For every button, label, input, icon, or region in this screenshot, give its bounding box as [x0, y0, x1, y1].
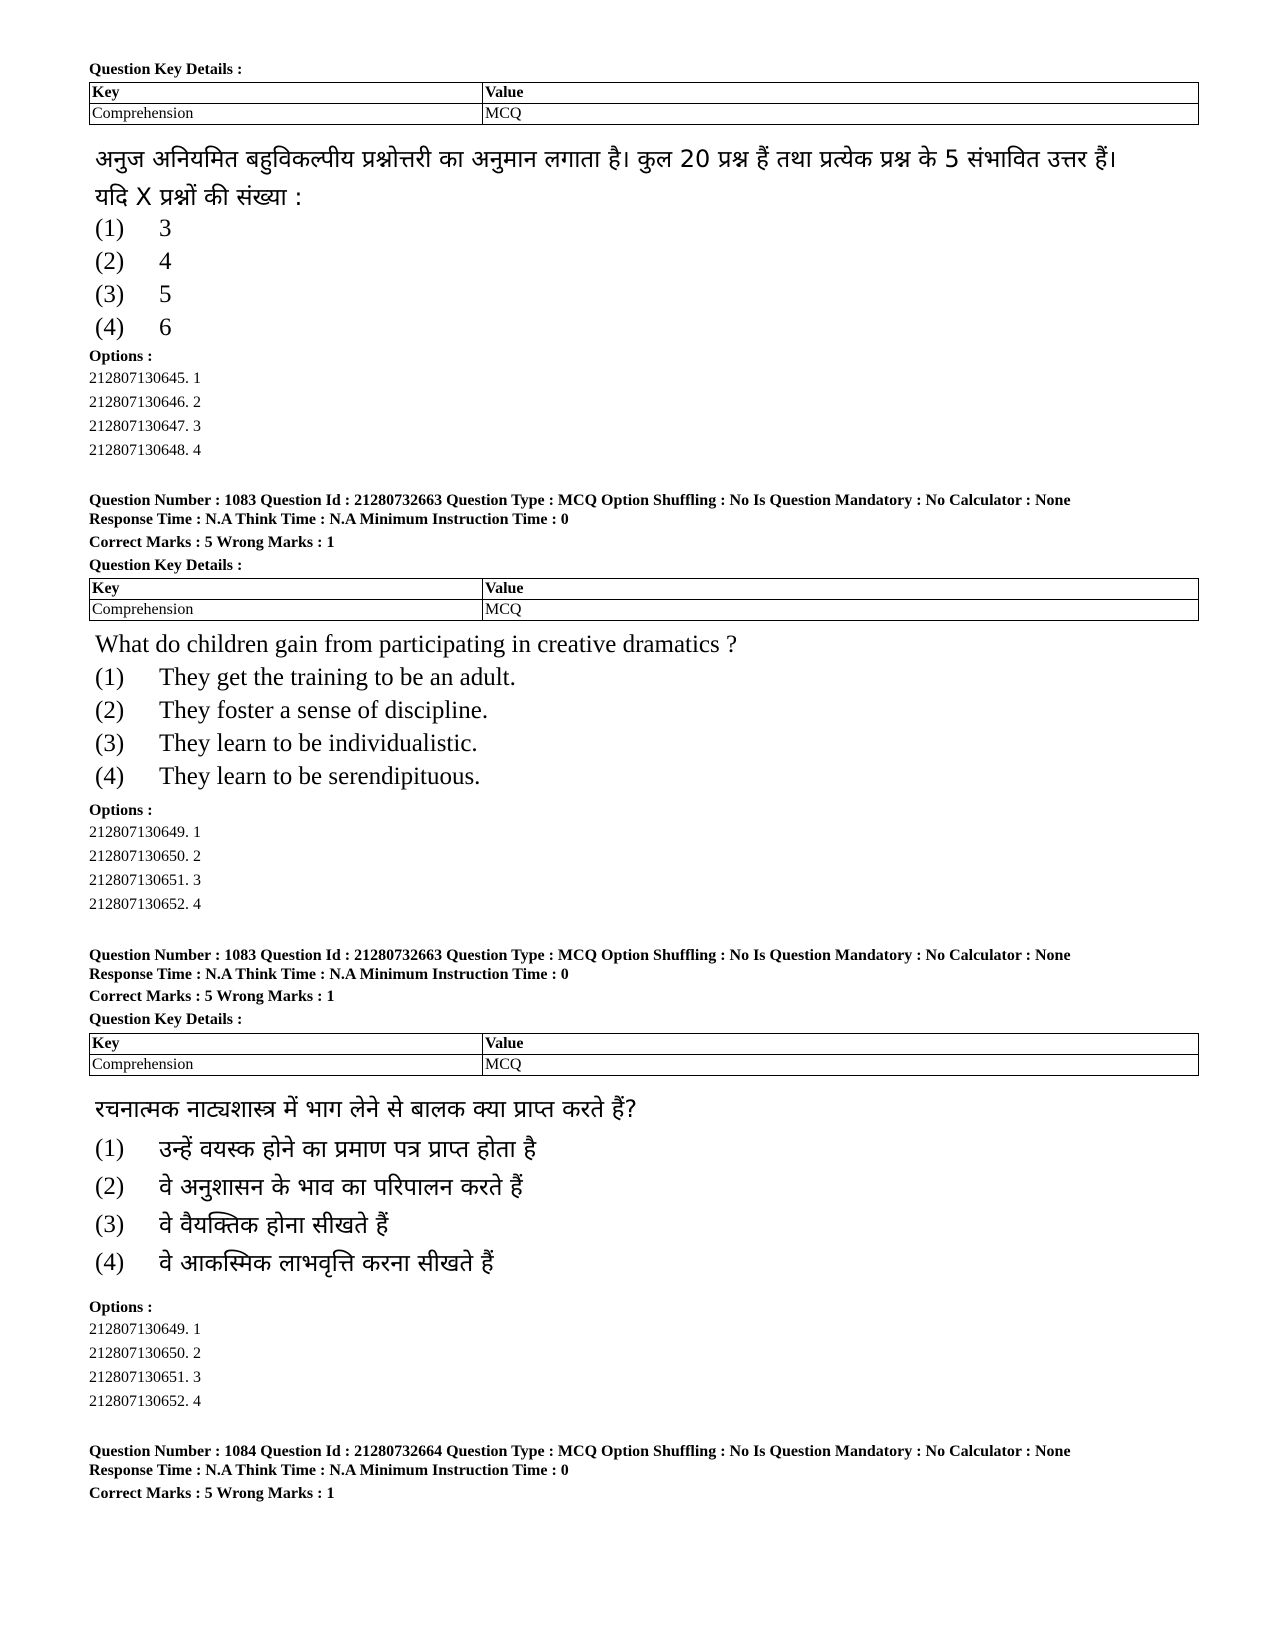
marks-line: Correct Marks : 5 Wrong Marks : 1	[89, 988, 335, 1005]
question-meta-line: Response Time : N.A Think Time : N.A Minimum Instruction Time : 0	[89, 511, 569, 528]
question-meta	[89, 946, 1199, 984]
key-table-header-row	[90, 579, 1199, 600]
stem-line: अनुज अनियमित बहुविकल्पीय प्रश्नोत्तरी का अनुमान लगाता है। कुल 20 प्रश्न हैं तथा प्रत्येक प्रश्न के 5 संभावित उत्तर हैं।	[95, 145, 1117, 173]
choice-number: (3)	[95, 281, 125, 308]
choice-item	[95, 1168, 1205, 1206]
choice-list	[95, 661, 1205, 793]
choice-number: (4)	[95, 314, 125, 341]
question-meta-line: Response Time : N.A Think Time : N.A Minimum Instruction Time : 0	[89, 966, 569, 983]
question-stem	[95, 628, 1205, 661]
stem-line: What do children gain from participating in creative dramatics ?	[95, 631, 738, 658]
choice-text: They get the training to be an adult.	[159, 664, 516, 691]
option-id: 212807130645. 1	[89, 370, 201, 387]
value-header: Value	[483, 579, 1199, 600]
choice-item	[95, 278, 1205, 311]
question-stem	[95, 140, 1205, 216]
choice-number: (2)	[95, 1173, 125, 1200]
choice-item	[95, 760, 1205, 793]
option-id-list	[89, 1318, 1199, 1414]
choice-item	[95, 311, 1205, 344]
key-header: Key	[90, 1034, 483, 1055]
key-table	[89, 1033, 1199, 1076]
key-table-row	[90, 600, 1199, 621]
marks-line: Correct Marks : 5 Wrong Marks : 1	[89, 534, 335, 551]
options-label: Options :	[89, 348, 153, 365]
key-table-row	[90, 1055, 1199, 1076]
marks-line: Correct Marks : 5 Wrong Marks : 1	[89, 1485, 335, 1502]
key-cell: Comprehension	[90, 1055, 483, 1076]
question-meta-line: Question Number : 1083 Question Id : 21280732663 Question Type : MCQ Option Shuffling : No Is Question Mandatory : No Calculator : None	[89, 492, 1071, 509]
key-header: Key	[90, 579, 483, 600]
choice-item	[95, 661, 1205, 694]
stem-line: रचनात्मक नाट्यशास्त्र में भाग लेने से बालक क्या प्राप्त करते हैं?	[95, 1095, 638, 1123]
question-meta-line: Response Time : N.A Think Time : N.A Minimum Instruction Time : 0	[89, 1462, 569, 1479]
value-cell: MCQ	[483, 600, 1199, 621]
question-meta	[89, 1442, 1199, 1480]
key-table-row	[90, 104, 1199, 125]
choice-number: (3)	[95, 1211, 125, 1238]
options-label: Options :	[89, 802, 153, 819]
question-meta-line: Question Number : 1083 Question Id : 21280732663 Question Type : MCQ Option Shuffling : No Is Question Mandatory : No Calculator : None	[89, 947, 1071, 964]
choice-text: They foster a sense of discipline.	[159, 697, 489, 724]
choice-number: (1)	[95, 1135, 125, 1162]
option-id-list	[89, 821, 1199, 917]
key-details-label: Question Key Details :	[89, 1011, 243, 1028]
option-id: 212807130652. 4	[89, 1393, 201, 1410]
choice-text: वे आकस्मिक लाभवृत्ति करना सीखते हैं	[159, 1249, 494, 1277]
key-cell: Comprehension	[90, 104, 483, 125]
stem-line: यदि X प्रश्नों की संख्या :	[95, 183, 303, 211]
key-details-label: Question Key Details :	[89, 557, 243, 574]
choice-text: 6	[159, 314, 172, 341]
choice-text: 4	[159, 248, 172, 275]
choice-text: They learn to be individualistic.	[159, 730, 478, 757]
option-id-list	[89, 367, 1199, 463]
option-id: 212807130646. 2	[89, 394, 201, 411]
choice-text: वे वैयक्तिक होना सीखते हैं	[159, 1211, 389, 1239]
key-table	[89, 578, 1199, 621]
choice-item	[95, 1206, 1205, 1244]
key-header: Key	[90, 83, 483, 104]
option-id: 212807130648. 4	[89, 442, 201, 459]
choice-item	[95, 727, 1205, 760]
key-details-label: Question Key Details :	[89, 61, 243, 78]
choice-item	[95, 245, 1205, 278]
option-id: 212807130647. 3	[89, 418, 201, 435]
choice-number: (1)	[95, 664, 125, 691]
choice-number: (4)	[95, 1249, 125, 1276]
choice-number: (2)	[95, 248, 125, 275]
question-meta-line: Question Number : 1084 Question Id : 21280732664 Question Type : MCQ Option Shuffling : No Is Question Mandatory : No Calculator : None	[89, 1443, 1071, 1460]
option-id: 212807130650. 2	[89, 1345, 201, 1362]
value-cell: MCQ	[483, 1055, 1199, 1076]
choice-number: (4)	[95, 763, 125, 790]
key-cell: Comprehension	[90, 600, 483, 621]
question-meta	[89, 491, 1199, 529]
option-id: 212807130649. 1	[89, 824, 201, 841]
question-stem	[95, 1090, 1205, 1128]
option-id: 212807130649. 1	[89, 1321, 201, 1338]
option-id: 212807130651. 3	[89, 872, 201, 889]
value-header: Value	[483, 1034, 1199, 1055]
choice-text: वे अनुशासन के भाव का परिपालन करते हैं	[159, 1173, 523, 1201]
key-table	[89, 82, 1199, 125]
value-header: Value	[483, 83, 1199, 104]
choice-text: They learn to be serendipituous.	[159, 763, 481, 790]
choice-number: (2)	[95, 697, 125, 724]
choice-item	[95, 1130, 1205, 1168]
value-cell: MCQ	[483, 104, 1199, 125]
choice-item	[95, 694, 1205, 727]
option-id: 212807130651. 3	[89, 1369, 201, 1386]
choice-item	[95, 212, 1205, 245]
key-table-header-row	[90, 83, 1199, 104]
option-id: 212807130650. 2	[89, 848, 201, 865]
choice-text: 5	[159, 281, 172, 308]
key-table-header-row	[90, 1034, 1199, 1055]
choice-text: 3	[159, 215, 172, 242]
choice-item	[95, 1244, 1205, 1282]
choice-number: (1)	[95, 215, 125, 242]
choice-number: (3)	[95, 730, 125, 757]
choice-list	[95, 1130, 1205, 1282]
choice-text: उन्हें वयस्क होने का प्रमाण पत्र प्राप्त होता है	[159, 1135, 537, 1163]
choice-list	[95, 212, 1205, 344]
options-label: Options :	[89, 1299, 153, 1316]
option-id: 212807130652. 4	[89, 896, 201, 913]
